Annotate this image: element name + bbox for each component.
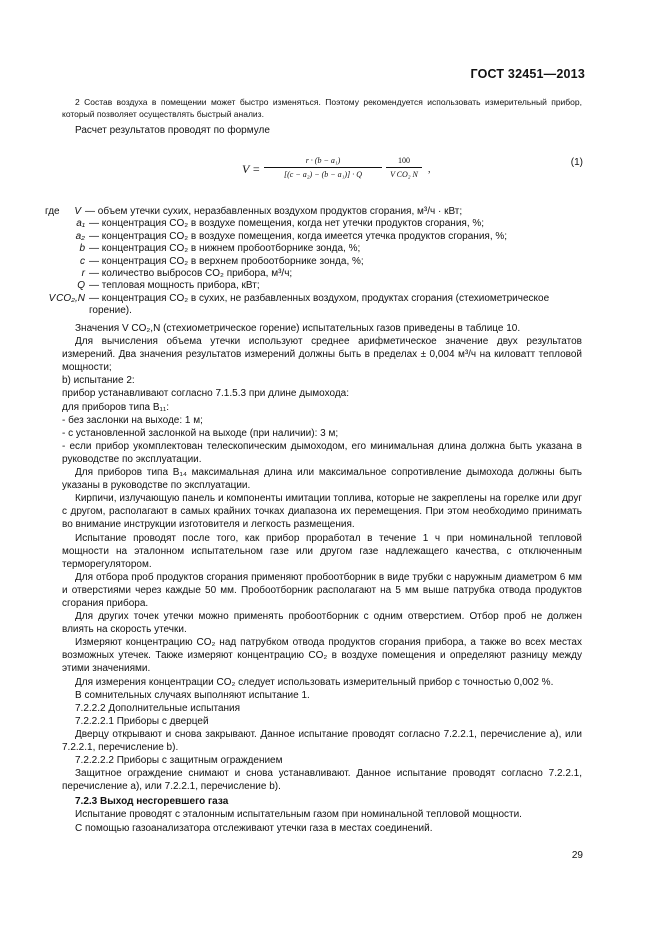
section-heading: 7.2.2.2.1 Приборы с дверцей (75, 715, 209, 727)
def-text: — концентрация CO₂ в воздухе помещения, когда имеется утечка продуктов сгорания, %; (89, 230, 508, 242)
list-item: b) испытание 2: (62, 375, 135, 387)
document-id: ГОСТ 32451—2013 (470, 67, 585, 81)
formula-num-2: 100 (386, 156, 422, 168)
paragraph: Дверцу открывают и снова закрывают. Данное испытание проводят согласно 7.2.2.1, перечисление a), или 7.2.2.1, перечисление b). (62, 728, 582, 753)
section-heading: 7.2.2.2.2 Приборы с защитным ограждением (75, 755, 283, 767)
section-heading: 7.2.3 Выход несгоревшего газа (75, 796, 229, 808)
formula-lhs: V = (242, 162, 261, 176)
list-item: - без заслонки на выходе: 1 м; (62, 414, 203, 426)
definition-row (45, 218, 585, 230)
formula-den-2: V CO₂ N (390, 170, 418, 179)
page-number: 29 (571, 850, 583, 861)
def-symbol: a₁ (76, 218, 85, 230)
def-text: — объем утечки сухих, неразбавленных воздухом продуктов сгорания, м³/ч · кВт; (85, 206, 463, 217)
def-text: — концентрация CO₂ в верхнем пробоотборнике зонда, %; (89, 255, 364, 267)
definition-row (45, 256, 585, 268)
def-symbol: V CO₂,N (48, 292, 85, 304)
paragraph: для приборов типа B₁₁: (62, 401, 170, 413)
definition-row (45, 280, 585, 292)
where-text: где (45, 206, 60, 217)
paragraph: Для других точек утечки можно применять пробоотборник с одним отверстием. Отбор проб не должен влиять на скорость утечки. (62, 611, 582, 636)
formula-num-1: r · (b − a₁) (264, 156, 382, 168)
def-text: — концентрация CO₂ в воздухе помещения, когда нет утечки продуктов сгорания, %; (89, 218, 485, 230)
definition-row (45, 293, 585, 318)
formula-fraction-2 (386, 156, 422, 179)
formula-fraction-1 (264, 156, 382, 179)
definition-row (45, 231, 585, 243)
paragraph: Для вычисления объема утечки используют среднее арифметическое значение двух результатов измерений. Два значения результатов измерений должны быть в пределах ± 0,004 м³/ч на киловатт тепловой мощности; (62, 336, 582, 374)
formula-den-1: [(c − a₂) − (b − a₁)] · Q (284, 170, 362, 179)
def-symbol: Q (77, 280, 85, 292)
def-symbol: b (79, 243, 85, 255)
def-text: — концентрация CO₂ в сухих, не разбавленных воздухом, продуктах сгорания (стехиометрическое горение). (89, 292, 550, 317)
formula-1: V = $\frac{\text{r · (b − a₁)}}{\text{[(c − a₂) − (b − a₁)] · Q}}$ $\frac{100}{\text{V CO₂ N}}$ , (242, 156, 431, 179)
paragraph: Кирпичи, излучающую панель и компоненты имитации топлива, которые не закреплены на горелке или друг с другом, располагают в самых крайних точках диапазона их перемещения. При этом необходимо принимать во внимание инструкции изготовителя и легкость размещения. (62, 493, 582, 531)
def-symbol: r (81, 268, 85, 280)
def-symbol: V (74, 206, 81, 217)
def-symbol: a₂ (75, 230, 85, 242)
paragraph: С помощью газоанализатора отслеживают утечки газа в местах соединений. (75, 822, 433, 834)
paragraph: Для приборов типа B₁₄ максимальная длина или максимальное сопротивление дымохода должны быть указаны в руководстве по эксплуатации. (62, 467, 582, 492)
body-text (62, 322, 582, 835)
def-text: — концентрация CO₂ в нижнем пробоотборнике зонда, %; (89, 243, 361, 255)
list-item: - с установленной заслонкой на выходе (при наличии): 3 м; (62, 427, 339, 439)
equation-number: (1) (570, 157, 583, 168)
paragraph: Испытание проводят с эталонным испытательным газом при номинальной тепловой мощности. (75, 809, 522, 821)
def-symbol: c (80, 255, 85, 267)
paragraph: Измеряют концентрацию CO₂ над патрубком отвода продуктов сгорания прибора, а также во всех местах возможных утечек. Также измеряют концентрацию CO₂ в воздухе помещения и определяют разницу между этими значениями. (62, 637, 582, 675)
calc-intro: Расчет результатов проводят по формуле (75, 125, 270, 136)
paragraph: В сомнительных случаях выполняют испытание 1. (75, 689, 310, 701)
paragraph: Защитное ограждение снимают и снова устанавливают. Данное испытание проводят согласно 7.2.2.1, перечисление a), или 7.2.2.1, перечисление b). (62, 768, 582, 793)
definition-row (45, 206, 585, 218)
paragraph: Испытание проводят после того, как прибор проработал в течение 1 ч при номинальной тепловой мощности на эталонном испытательном газе или другом газе надлежащего качества, с отключенным терморегулятором. (62, 532, 582, 570)
definition-row (45, 268, 585, 280)
note-2: 2 Состав воздуха в помещении может быстро изменяться. Поэтому рекомендуется использовать измерительный прибор, который позволяет осуществлять быстрый анализ. (62, 97, 582, 119)
paragraph: Для измерения концентрации CO₂ следует использовать измерительный прибор с точностью 0,002 %. (75, 676, 554, 688)
paragraph: Значения V CO₂,N (стехиометрическое горение) испытательных газов приведены в таблице 10. (75, 323, 521, 334)
def-text: — тепловая мощность прибора, кВт; (89, 280, 260, 292)
definitions (45, 206, 585, 318)
def-text: — количество выбросов CO₂ прибора, м³/ч; (89, 268, 293, 280)
paragraph: Для отбора проб продуктов сгорания применяют пробоотборник в виде трубки с наружным диаметром 6 мм и отверстиями через каждые 50 мм. Пробоотборник располагают на 5 мм выше патрубка отвода продуктов сгорания прибора. (62, 571, 582, 609)
definition-row (45, 243, 585, 255)
list-item: - если прибор укомплектован телескопическим дымоходом, его минимальная длина должна быть указана в руководстве по эксплуатации. (62, 440, 582, 465)
paragraph: прибор устанавливают согласно 7.1.5.3 при длине дымохода: (62, 388, 350, 400)
section-heading: 7.2.2.2 Дополнительные испытания (75, 702, 241, 714)
